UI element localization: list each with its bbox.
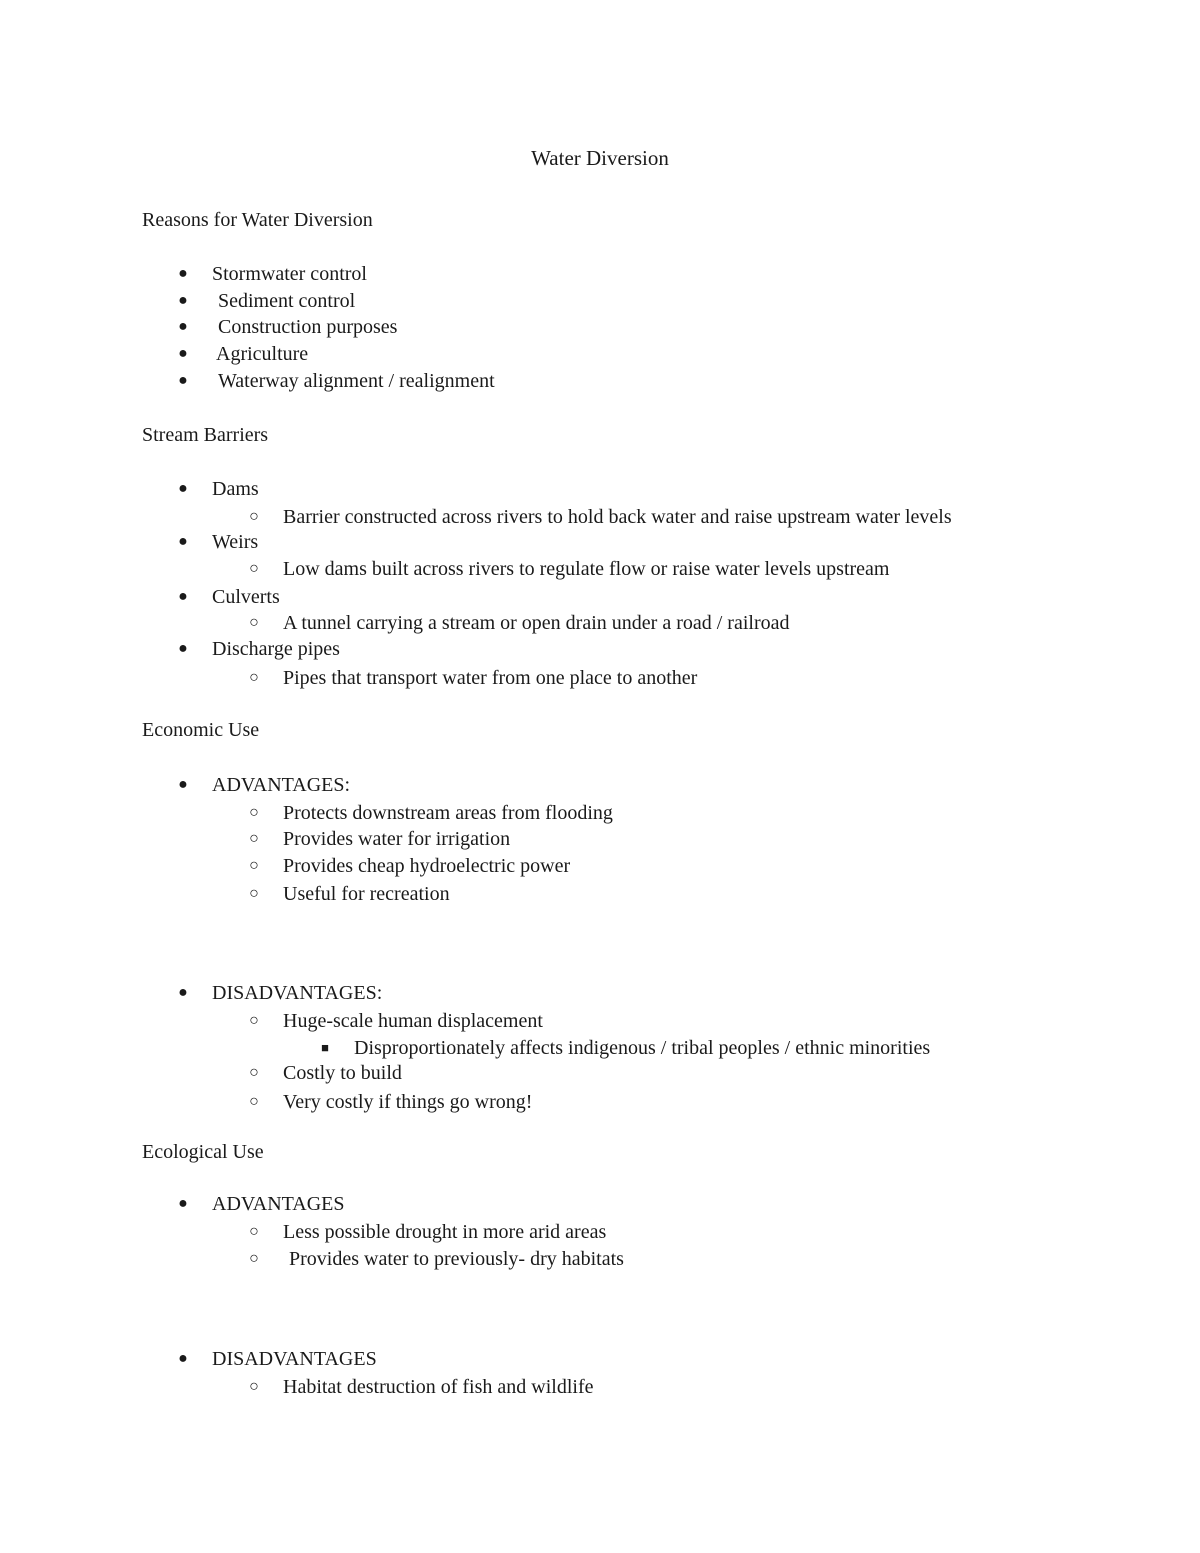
bullet-disc-icon: [173, 530, 193, 554]
list-item: Waterway alignment / realignment: [218, 370, 495, 392]
bullet-disc-icon: [173, 342, 193, 366]
list-subitem: Pipes that transport water from one place to another: [283, 667, 698, 689]
bullet-circle-icon: [244, 1009, 264, 1033]
list-subitem: Protects downstream areas from flooding: [283, 802, 613, 824]
list-subitem: Provides water for irrigation: [283, 828, 511, 850]
bullet-circle-icon: [244, 827, 264, 851]
document-title: Water Diversion: [531, 146, 669, 170]
section-heading-ecological: Ecological Use: [142, 1141, 264, 1163]
list-subitem: Provides cheap hydroelectric power: [283, 855, 571, 877]
bullet-square-icon: [315, 1036, 335, 1060]
list-item: Dams: [212, 478, 259, 500]
bullet-disc-icon: [173, 981, 193, 1005]
bullet-disc-icon: [173, 1347, 193, 1371]
list-item: Culverts: [212, 586, 280, 608]
list-item: Construction purposes: [218, 316, 398, 338]
list-item: Sediment control: [218, 290, 356, 312]
list-subitem: Low dams built across rivers to regulate flow or raise water levels upstream: [283, 558, 890, 580]
list-subitem: Barrier constructed across rivers to hold back water and raise upstream water levels: [283, 506, 952, 528]
bullet-circle-icon: [244, 1220, 264, 1244]
bullet-circle-icon: [244, 505, 264, 529]
list-subsubitem: Disproportionately affects indigenous / tribal peoples / ethnic minorities: [354, 1037, 931, 1059]
list-item: Agriculture: [216, 343, 309, 365]
list-item: Weirs: [212, 531, 259, 553]
list-subitem: Provides water to previously- dry habitats: [289, 1248, 624, 1270]
list-subitem: A tunnel carrying a stream or open drain under a road / railroad: [283, 612, 790, 634]
bullet-circle-icon: [244, 1247, 264, 1271]
bullet-circle-icon: [244, 882, 264, 906]
list-subitem: Habitat destruction of fish and wildlife: [283, 1376, 594, 1398]
list-item-disadvantages: DISADVANTAGES:: [212, 982, 383, 1004]
list-item-disadvantages: DISADVANTAGES: [212, 1348, 377, 1370]
list-subitem: Very costly if things go wrong!: [283, 1091, 533, 1113]
bullet-disc-icon: [173, 1192, 193, 1216]
bullet-circle-icon: [244, 1375, 264, 1399]
section-heading-barriers: Stream Barriers: [142, 424, 269, 446]
bullet-circle-icon: [244, 854, 264, 878]
bullet-disc-icon: [173, 289, 193, 313]
bullet-disc-icon: [173, 315, 193, 339]
bullet-disc-icon: [173, 637, 193, 661]
bullet-disc-icon: [173, 773, 193, 797]
list-subitem: Huge-scale human displacement: [283, 1010, 543, 1032]
list-item-advantages: ADVANTAGES:: [212, 774, 351, 796]
bullet-disc-icon: [173, 585, 193, 609]
list-item: Discharge pipes: [212, 638, 340, 660]
bullet-disc-icon: [173, 477, 193, 501]
bullet-circle-icon: [244, 666, 264, 690]
section-heading-reasons: Reasons for Water Diversion: [142, 209, 373, 231]
bullet-circle-icon: [244, 1061, 264, 1085]
bullet-circle-icon: [244, 611, 264, 635]
list-subitem: Costly to build: [283, 1062, 402, 1084]
list-subitem: Useful for recreation: [283, 883, 450, 905]
bullet-disc-icon: [173, 262, 193, 286]
list-subitem: Less possible drought in more arid areas: [283, 1221, 607, 1243]
bullet-circle-icon: [244, 557, 264, 581]
list-item: Stormwater control: [212, 263, 367, 285]
bullet-circle-icon: [244, 1090, 264, 1114]
section-heading-economic: Economic Use: [142, 719, 260, 741]
bullet-circle-icon: [244, 801, 264, 825]
bullet-disc-icon: [173, 369, 193, 393]
list-item-advantages: ADVANTAGES: [212, 1193, 345, 1215]
